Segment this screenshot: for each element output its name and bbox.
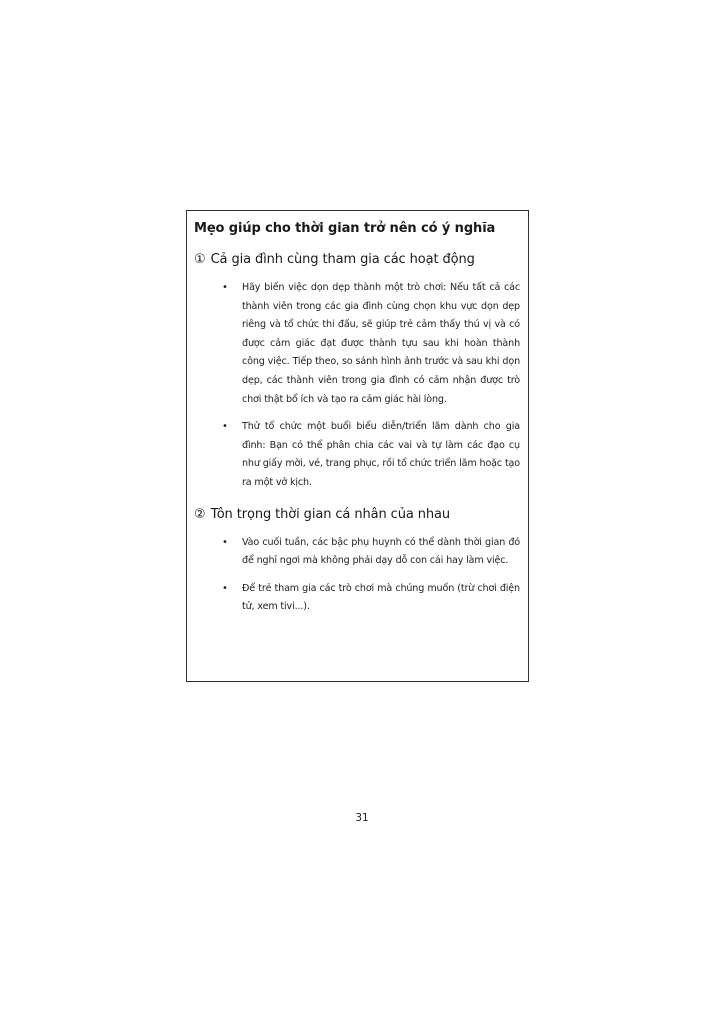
section-title-1: Cả gia đình cùng tham gia các hoạt động	[210, 252, 475, 267]
section-2-list	[194, 534, 520, 617]
page-number: 31	[355, 812, 369, 824]
list-item	[194, 534, 520, 571]
list-item-text: Thử tổ chức một buổi biểu diễn/triển lãm dành cho gia đình: Bạn có thể phân chia các vai và tự làm các đạo cụ như giấy mời, vé, trang phục, rồi tổ chức triển lãm hoặc tạo ra một vở kịch.	[242, 421, 520, 488]
list-item-text: Để trẻ tham gia các trò chơi mà chúng muốn (trừ chơi điện tử, xem tivi...).	[242, 582, 520, 613]
list-item	[194, 580, 520, 617]
section-heading-2	[194, 507, 520, 522]
list-item	[194, 279, 520, 409]
list-item-text: Hãy biến việc dọn dẹp thành một trò chơi: Nếu tất cả các thành viên trong các gia đình cùng chọn khu vực dọn dẹp riêng và tổ chức thi đấu, sẽ giúp trẻ cảm thấy thú vị và có được cảm giác đạt được thành tựu sau khi hoàn thành công việc. Tiếp theo, so sánh hình ảnh trước và sau khi dọn dẹp, các thành viên trong gia đình có cảm nhận được trò chơi thật bổ ích và tạo ra cảm giác hài lòng.	[242, 282, 520, 405]
box-title: Mẹo giúp cho thời gian trở nên có ý nghĩa	[194, 221, 496, 236]
bullet-icon: •	[222, 582, 228, 594]
section-number-2: ②	[194, 506, 206, 522]
bullet-icon: •	[222, 421, 228, 433]
list-item	[194, 418, 520, 492]
section-heading-1	[194, 252, 520, 267]
bullet-icon: •	[222, 282, 228, 293]
section-number-1: ①	[194, 252, 206, 267]
section-1-list	[194, 279, 520, 493]
list-item-text: Vào cuối tuần, các bậc phụ huynh có thể dành thời gian đó để nghỉ ngơi mà không phải dạy dỗ con cái hay làm việc.	[242, 536, 520, 567]
tips-box	[186, 210, 529, 682]
section-title-2: Tôn trọng thời gian cá nhân của nhau	[210, 506, 451, 522]
bullet-icon: •	[222, 536, 228, 548]
